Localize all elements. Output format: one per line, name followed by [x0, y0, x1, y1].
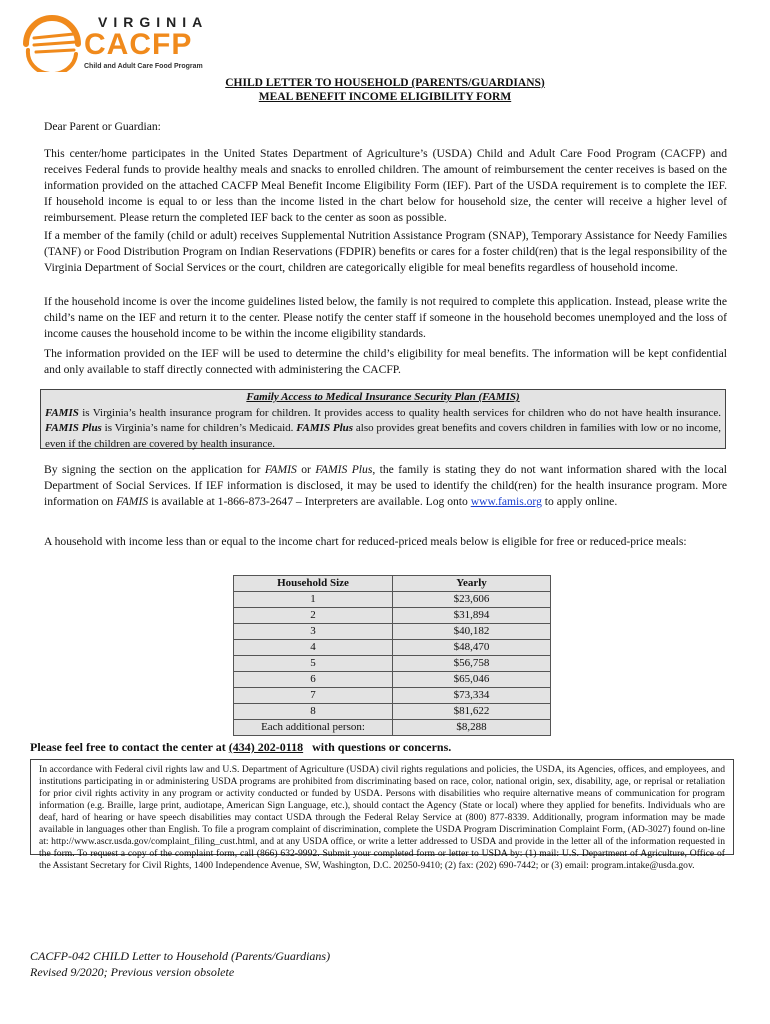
household-size-cell: 2 — [234, 608, 393, 624]
table-row — [234, 592, 551, 608]
yearly-income-cell: $8,288 — [393, 720, 551, 736]
yearly-income-cell: $48,470 — [393, 640, 551, 656]
footer-revision: Revised 9/2020; Previous version obsolete — [30, 965, 235, 979]
cacfp-logo — [18, 10, 208, 72]
paragraph-signing — [44, 462, 727, 510]
famis-plus-label-2: FAMIS Plus — [296, 422, 354, 434]
signing-famis-2: FAMIS — [116, 495, 149, 508]
famis-text-1: is Virginia’s health insurance program for children. It provides access to quality health services for children who do not have health insurance. — [78, 406, 721, 419]
plate-utensils-icon — [18, 14, 88, 72]
table-row — [234, 688, 551, 704]
header-household-size: Household Size — [234, 576, 393, 592]
table-row — [234, 624, 551, 640]
household-size-cell: 1 — [234, 592, 393, 608]
signing-famis-plus: FAMIS Plus — [315, 463, 373, 476]
household-size-cell: 5 — [234, 656, 393, 672]
header-yearly: Yearly — [393, 576, 551, 592]
household-size-cell: 6 — [234, 672, 393, 688]
table-row — [234, 704, 551, 720]
signing-or: or — [296, 463, 316, 476]
yearly-income-cell: $56,758 — [393, 656, 551, 672]
paragraph-income-chart-intro: A household with income less than or equal to the income chart for reduced-priced meals below is eligible for free or reduced-price meals: — [44, 535, 687, 548]
contact-text-pre: Please feel free to contact the center at — [30, 740, 229, 754]
signing-text-1: By signing the section on the application for — [44, 463, 265, 476]
contact-line — [30, 740, 451, 755]
table-row — [234, 656, 551, 672]
logo-brand: CACFP — [84, 28, 193, 61]
signing-text-4: to apply online. — [541, 495, 618, 508]
yearly-income-cell: $73,334 — [393, 688, 551, 704]
yearly-income-cell: $81,622 — [393, 704, 551, 720]
signing-text-2: , the family is stating they do not want information shared with the local Department of Social Services. If IEF information is disclosed, it may be used to identify the child(ren) for the health insurance program. More information on — [44, 463, 727, 508]
paragraph-confidential: The information provided on the IEF will be used to determine the child’s eligibility for meal benefits. The information will be kept confidential and only available to staff directly connected with administering the CACFP. — [44, 347, 727, 376]
famis-label: FAMIS — [45, 406, 79, 419]
table-header-row — [234, 576, 551, 592]
famis-box-text — [45, 406, 721, 453]
famis-info-box — [40, 389, 726, 449]
paragraph-categorical-eligibility: If a member of the family (child or adult) receives Supplemental Nutrition Assistance Program (SNAP), Temporary Assistance for Needy Families (TANF) or Food Distribution Program on Indian Reservations (FDPIR) benefits or cares for a foster child(ren) that is the legal responsibility of the Virginia Department of Social Services or the court, children are categorically eligible for meal benefits regardless of household income. — [44, 229, 727, 274]
table-row — [234, 608, 551, 624]
household-size-cell: Each additional person: — [234, 720, 393, 736]
paragraph-participation: This center/home participates in the United States Department of Agriculture’s (USDA) Child and Adult Care Food Program (CACFP) and receives Federal funds to provide healthy meals and snacks to enrolled children. The amount of reimbursement the center receives is based on the information provided on the attached CACFP Meal Benefit Income Eligibility Form (IEF). Part of the USDA requirement is to complete the IEF. If household income is equal to or less than the income listed in the chart below for household size, the center will receive a higher level of reimbursement. Please return the completed IEF back to the center as soon as possible. — [44, 147, 727, 224]
signing-text-3: is available at 1-866-873-2647 – Interpreters are available. Log onto — [148, 495, 471, 508]
income-eligibility-table — [233, 575, 551, 736]
household-size-cell: 3 — [234, 624, 393, 640]
table-row — [234, 640, 551, 656]
document-title-line1: CHILD LETTER TO HOUSEHOLD (PARENTS/GUARDIANS) — [225, 77, 545, 89]
household-size-cell: 4 — [234, 640, 393, 656]
nondiscrimination-statement: In accordance with Federal civil rights law and U.S. Department of Agriculture (USDA) civil rights regulations and policies, the USDA, its Agencies, offices, and employees, and institutions participating in or administering USDA programs are prohibited from discriminating based on race, color, national origin, sex, disability, age, or reprisal or retaliation for prior civil rights activity in any program or activity conducted or funded by USDA. Persons with disabilities who require alternative means of communication for program information (e.g. Braille, large print, audiotape, American Sign Language, etc.), should contact the Agency (State or local) where they applied for benefits. Individuals who are deaf, hard of hearing or have speech disabilities may contact USDA through the Federal Relay Service at (800) 877-8339. Additionally, program information may be made available in languages other than English. To file a program complaint of discrimination, complete the USDA Program Discrimination Complaint Form, (AD-3027) found on-line at: http://www.ascr.usda.gov/complaint_filing_cust.html, and at any USDA office, or write a letter addressed to USDA and provide in the letter all of the information requested in the form. To request a copy of the complaint form, call (866) 632-9992. Submit your completed form or letter to USDA by: (1) mail: U.S. Department of Agriculture, Office of the Assistant Secretary for Civil Rights, 1400 Independence Avenue, SW, Washington, D.C. 20250-9410; (2) fax: (202) 690-7442; or (3) email: program.intake@usda.gov. — [30, 759, 734, 855]
contact-phone: (434) 202-0118 — [228, 740, 304, 754]
famis-box-title: Family Access to Medical Insurance Security Plan (FAMIS) — [246, 391, 520, 403]
yearly-income-cell: $23,606 — [393, 592, 551, 608]
form-footer — [30, 948, 330, 980]
table-row — [234, 720, 551, 736]
logo-state: VIRGINIA — [98, 14, 209, 30]
yearly-income-cell: $40,182 — [393, 624, 551, 640]
income-table-body — [234, 592, 551, 736]
logo-tagline: Child and Adult Care Food Program — [84, 63, 203, 70]
document-title-line2: MEAL BENEFIT INCOME ELIGIBILITY FORM — [258, 91, 512, 103]
household-size-cell: 8 — [234, 704, 393, 720]
footer-form-id: CACFP-042 CHILD Letter to Household (Parents/Guardians) — [30, 949, 331, 963]
household-size-cell: 7 — [234, 688, 393, 704]
famis-plus-label: FAMIS Plus — [45, 422, 102, 434]
famis-text-2: is Virginia’s name for children’s Medicaid. — [101, 422, 297, 434]
yearly-income-cell: $65,046 — [393, 672, 551, 688]
paragraph-income-over: If the household income is over the income guidelines listed below, the family is not required to complete this application. Instead, please write the child’s name on the IEF and return it to the center. Please notify the center staff if someone in the household becomes unemployed and the loss of income causes the household income to be within the income eligibility standards. — [44, 295, 727, 340]
contact-text-post: with questions or concerns. — [303, 740, 452, 754]
greeting: Dear Parent or Guardian: — [44, 120, 161, 133]
signing-famis: FAMIS — [264, 463, 297, 476]
famis-text-3: also provides great benefits and covers children in families with low or no income, even if the children are covered by health insurance. — [45, 422, 721, 450]
table-row — [234, 672, 551, 688]
famis-website-link[interactable]: www.famis.org — [470, 495, 542, 508]
yearly-income-cell: $31,894 — [393, 608, 551, 624]
